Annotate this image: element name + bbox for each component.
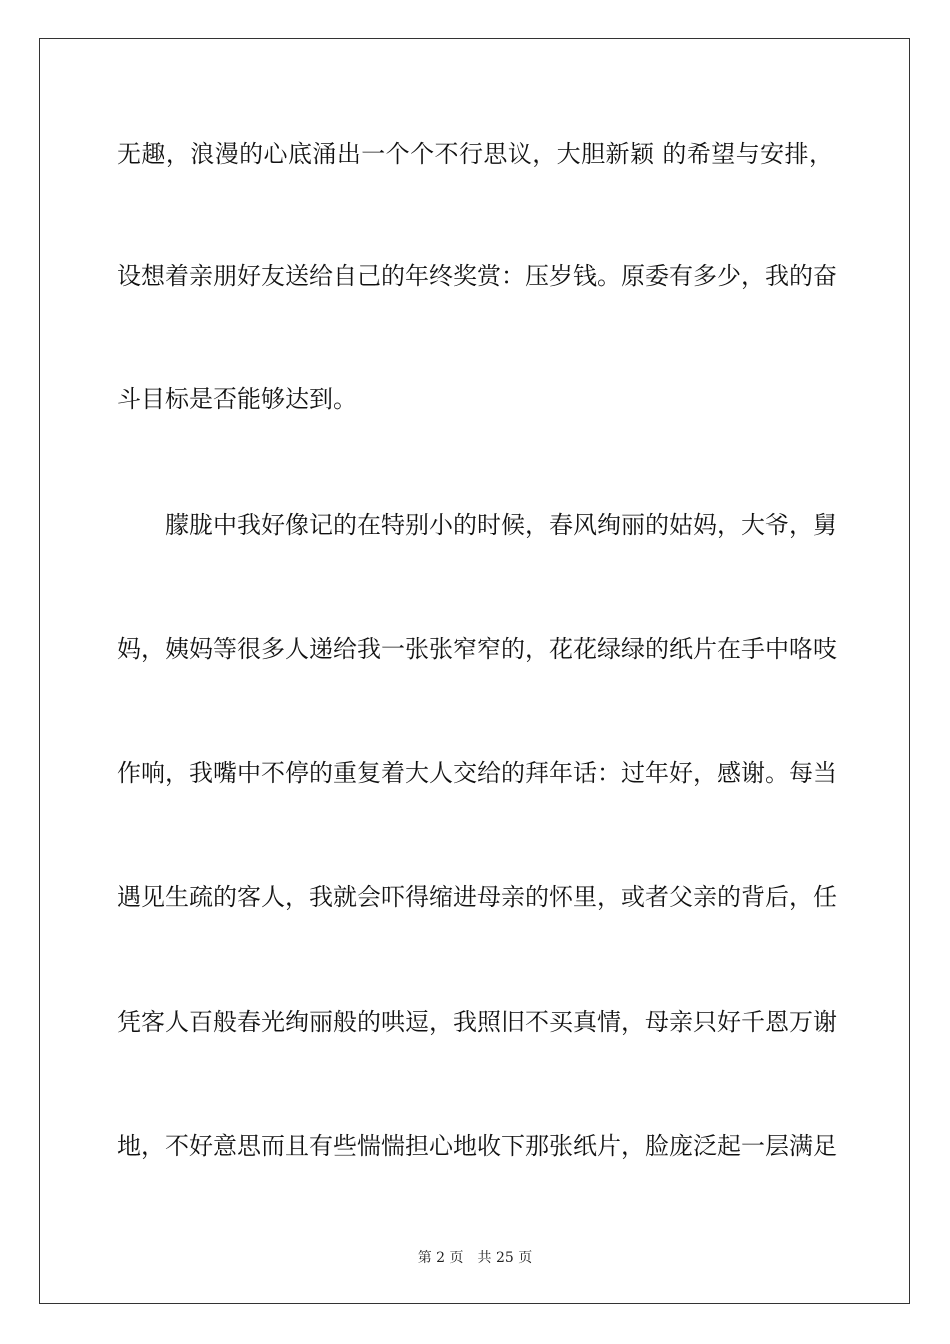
text-line-6: 作响，我嘴中不停的重复着大人交给的拜年话：过年好，感谢。每当: [117, 759, 837, 787]
text-line-2: 设想着亲朋好友送给自己的年终奖赏：压岁钱。原委有多少，我的奋: [117, 262, 837, 290]
text-line-4: 朦胧中我好像记的在特别小的时候，春风绚丽的姑妈，大爷，舅: [165, 511, 837, 539]
text-line-3: 斗目标是否能够达到。: [117, 385, 357, 413]
page-border: [39, 38, 910, 1304]
page-footer: [0, 1249, 950, 1267]
text-line-1: 无趣，浪漫的心底涌出一个个不行思议，大胆新颖 的希望与安排，: [117, 140, 833, 168]
text-line-5: 妈，姨妈等很多人递给我一张张窄窄的，花花绿绿的纸片在手中咯吱: [117, 635, 837, 663]
text-line-9: 地，不好意思而且有些惴惴担心地收下那张纸片，脸庞泛起一层满足: [117, 1132, 837, 1160]
text-line-7: 遇见生疏的客人，我就会吓得缩进母亲的怀里，或者父亲的背后，任: [117, 883, 837, 911]
text-line-8: 凭客人百般春光绚丽般的哄逗，我照旧不买真情，母亲只好千恩万谢: [117, 1008, 837, 1036]
page-number: 第 2 页: [417, 1250, 464, 1266]
page-total: 共 25 页: [477, 1250, 533, 1266]
